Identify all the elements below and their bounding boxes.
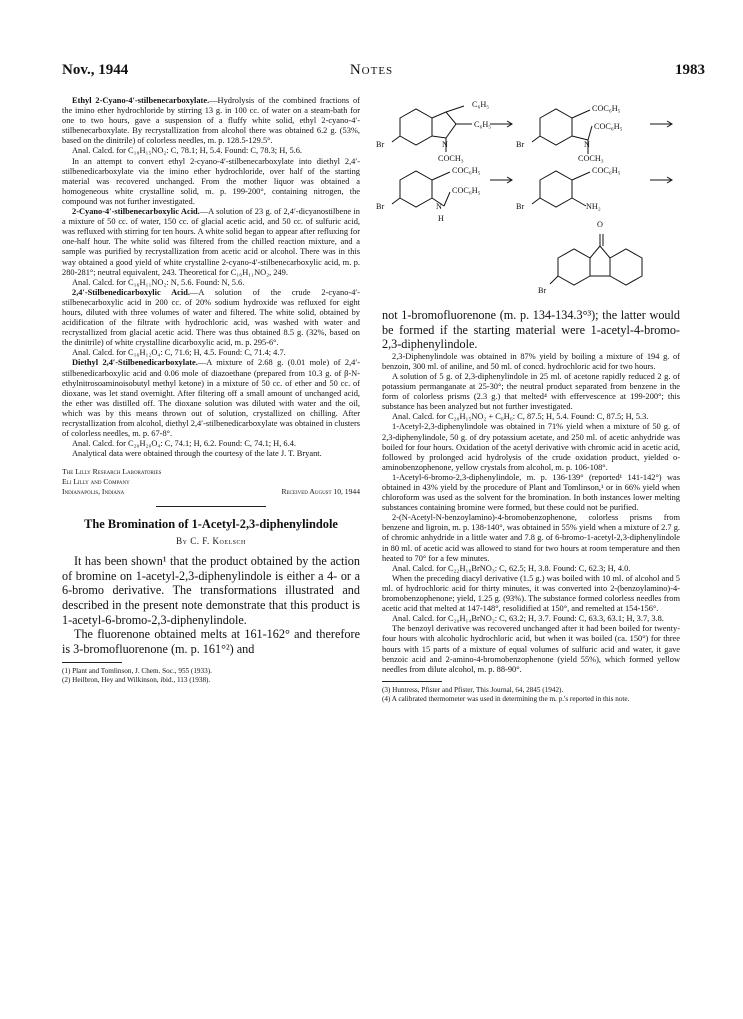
paragraph: 1-Acetyl-2,3-diphenylindole was obtained in 71% yield when a mixture of 50 g. of 2,3-diphenylindole, 50 g. of dry potassium acetate, and 250 ml. of acetic anhydride was boiled for four hours. Oxidation of the acetyl derivative with chromic acid in acetic acid, followed by prolonged acid hydrolysis of the crude oxidation product, yielded o-aminobenzophenone, yellow crystals from alcohol, m. p. 106-108°. [382, 422, 680, 472]
affiliation-city: Indianapolis, Indiana [62, 486, 125, 496]
amino-label: NH₂ [586, 202, 601, 211]
scheme-drawing [372, 96, 692, 308]
left-column [62, 96, 360, 685]
acetyl-label: COCH₃ [578, 154, 604, 163]
section-divider [156, 506, 266, 507]
received-date: Received August 10, 1944 [281, 486, 360, 496]
phenyl-label: C₆H₅ [472, 100, 490, 109]
oxygen-label: O [597, 220, 603, 229]
footnote: (4) A calibrated thermometer was used in determining the m. p.'s reported in this note. [382, 694, 630, 703]
continued-text: not 1-bromofluorenone (m. p. 134-134.3°³); the latter would be formed if the starting material were 1-acetyl-4-bromo-2,3-diphenylindole. [382, 308, 680, 352]
footnote-rule [382, 681, 442, 682]
pyrrole-ring [432, 112, 456, 138]
header-section: Notes [349, 62, 394, 78]
analysis-line: Anal. Calcd. for C₂₀H₁₄BrNO₂: C, 63.2; H, 3.7. Found: C, 63.3, 63.1; H, 3.7, 3.8. [392, 614, 664, 624]
nitrogen-label: N [436, 202, 442, 211]
reaction-scheme [372, 96, 692, 308]
affiliation-company: Eli Lilly and Company [62, 476, 130, 486]
affiliation-lab: The Lilly Research Laboratories [62, 467, 162, 477]
benzoyl-label: COC₆H₅ [592, 104, 621, 113]
benzoyl-label: COC₆H₅ [452, 166, 481, 175]
phenyl-label: C₆H₅ [474, 120, 492, 129]
footnote-rule [62, 662, 122, 663]
bromo-label: Br [516, 140, 525, 149]
bromo-label: Br [538, 286, 547, 295]
paragraph: 2,3-Diphenylindole was obtained in 87% yield by boiling a mixture of 194 g. of benzoin, 300 ml. of aniline, and 50 ml. of concd. hydrochloric acid for two hours. [382, 351, 680, 371]
intro-paragraph: It has been shown¹ that the product obtained by the action of bromine on 1-acetyl-2,3-diphenylindole is either a 4- or a 6-bromo derivative. The transformations illustrated and described in the present note demonstrate that this product is 1-acetyl-6-bromo-2,3-diphenylindole. [62, 554, 360, 627]
article-title: The Bromination of 1-Acetyl-2,3-diphenylindole [84, 517, 338, 532]
paragraph: A solution of 5 g. of 2,3-diphenylindole in 25 ml. of acetone rapidly reduced 2 g. of potassium permanganate at 25-30°; the neutral product separated from benzene in the form of colorless prisms (2.3 g.) that melted⁴ with effervescence at 199-200°; this substance has been analyzed but not further investigated. [382, 371, 680, 412]
bromo-label: Br [376, 140, 385, 149]
analysis-line: Anal. Calcd. for C₂₀H₂₀O₄: C, 74.1; H, 6.2. Found: C, 74.1; H, 6.4. [72, 439, 296, 449]
acknowledgement: Analytical data were obtained through the courtesy of the late J. T. Bryant. [72, 449, 322, 459]
header-date: Nov., 1944 [62, 62, 129, 78]
right-column [376, 96, 680, 704]
analysis-line: Anal. Calcd. for C₁₆H₁₁NO₂: N, 5.6. Found: N, 5.6. [72, 277, 245, 287]
footnote: (3) Huntress, Pfister and Pfister, This Journal, 64, 2845 (1942). [382, 685, 564, 694]
paragraph: 2-Cyano-4′-stilbenecarboxylic Acid.—A solution of 23 g. of 2,4′-dicyanostilbene in a mixture of 50 cc. of water, 150 cc. of glacial acetic acid, and 50 cc. of sulfuric acid, was refluxed with stirring for ten hours. A white solid began to appear after refluxing for one-half hour. The white solid was filtered from the chilled reaction mixture, and a sample was purified by recrystallization from acetic acid or alcohol. There was in this way obtained a good yield of white crystalline 2-cyano-4′-stilbenecarboxylic acid, m. p. 280-281°; neutral equivalent, 243. Theoretical for C₁₆H₁₁NO₂, 249. [62, 207, 360, 277]
intro-paragraph: The fluorenone obtained melts at 161-162° and therefore is 3-bromofluorenone (m. p. 161°²) and [62, 627, 360, 656]
affiliation [62, 467, 360, 496]
paragraph: In an attempt to convert ethyl 2-cyano-4′-stilbenecarboxylate into diethyl 2,4′-stilbenedicarboxylate via the imino ether hydrochloride, over half of the starting material was recovered unchanged. From the mother liquor was obtained a homogeneous white crystalline solid, m. p. 199-200°, containing nitrogen, the compound was not further investigated. [62, 156, 360, 206]
analysis-line: Anal. Calcd. for C₁₆H₁₂O₄: C, 71.6; H, 4.5. Found: C, 71.4; 4.7. [72, 348, 286, 358]
analysis-line: Anal. Calcd. for C₂₂H₁₆BrNO₃: C, 62.5; H, 3.8. Found: C, 62.3; H, 4.0. [392, 563, 631, 573]
acetyl-label: COCH₃ [438, 154, 464, 163]
footnote: (1) Plant and Tomlinson, J. Chem. Soc., 955 (1933). [62, 667, 212, 676]
paragraph: 1-Acetyl-6-bromo-2,3-diphenylindole, m. p. 136-139° (reported¹ 141-142°) was obtained in 43% yield by the procedure of Plant and Tomlinson,¹ or in 66% yield when chloroform was used as the solvent for the bromination. In both instances lower melting substances containing bromine were formed, but these could not be purified. [382, 472, 680, 513]
nitrogen-label: N [442, 140, 448, 149]
bromo-label: Br [516, 202, 525, 211]
paragraph: 2-(N-Acetyl-N-benzoylamino)-4-bromobenzophenone, colorless prisms from benzene and ligroin, m. p. 138-140°, was obtained in 55% yield when a mixture of 2.7 g. of chromic anhydride in a little water and 7.8 g. of 6-bromo-1-acetyl-2,3-diphenylindole in 80 ml. of acetic acid was allowed to stand for two hours at room temperature and then heated to 70° for a few minutes. [382, 513, 680, 563]
benzoyl-label: COC₆H₅ [592, 166, 621, 175]
hydrogen-label: H [438, 214, 444, 223]
footnote: (2) Heilbron, Hey and Wilkinson, ibid., 113 (1938). [62, 676, 211, 685]
bromo-label: Br [376, 202, 385, 211]
page-number: 1983 [675, 62, 705, 78]
benzoyl-label: COC₆H₅ [452, 186, 481, 195]
benzoyl-label: COC₆H₅ [594, 122, 623, 131]
paragraph: Ethyl 2-Cyano-4′-stilbenecarboxylate.—Hydrolysis of the combined fractions of the imino ether hydrochloride by stirring 13 g. in 100 cc. of water on a steam-bath for one to two hours, gave a suspension of a fluffy white solid, ethyl 2-cyano-4′-stilbenecarboxylate. By recrystallization from alcohol there was obtained 6.2 g. (53%, based on the dinitrile) of colorless needles, m. p. 128.5-129.5°. [62, 96, 360, 146]
paragraph: When the preceding diacyl derivative (1.5 g.) was boiled with 10 ml. of alcohol and 5 ml. of hydrochloric acid for thirty minutes, it was converted into 2-(benzoylamino)-4-bromobenzophenone; yield, 1.25 g. (93%). The substance formed colorless needles from acetic acid that melted at 147-148°, resolidified at 150°, and remelted at 154-156°. [382, 573, 680, 614]
author-byline: By C. F. Koelsch [176, 536, 246, 547]
benzene-ring [400, 109, 432, 145]
analysis-line: Anal. Calcd. for C₁₈H₁₅NO₂: C, 78.1; H, 5.4. Found: C, 78.3; H, 5.6. [72, 146, 303, 156]
analysis-line: Anal. Calcd. for C₂₀H₁₅NO₂ + C₆H₆: C, 87.5; H, 5.4. Found: C, 87.5; H, 5.3. [392, 412, 649, 422]
nitrogen-label: N [584, 140, 590, 149]
paragraph: The benzoyl derivative was recovered unchanged after it had been boiled for twenty-four hours with alcoholic hydrochloric acid, but when it was boiled (ca. 150°) for three hours with 15 parts of a mixture of equal volumes of sulfuric acid and water, it gave benzoic acid and 2-amino-4-bromobenzophenone (yield 55%), which formed yellow needles from dilute alcohol, m. p. 88-90°. [382, 624, 680, 674]
paragraph: 2,4′-Stilbenedicarboxylic Acid.—A solution of the crude 2-cyano-4′-stilbenecarboxylic acid in 200 cc. of 20% sodium hydroxide was refluxed for eight hours, diluted with three volumes of water and filtered. The white solid, obtained by acidification of the filtrate with hydrochloric acid, was washed with water and recrystallized from glacial acetic acid. There was thus obtained 8.5 g. (32%, based on the dinitrile) of white crystalline dicarboxylic acid, m. p. 295-6°. [62, 287, 360, 348]
paragraph: Diethyl 2,4′-Stilbenedicarboxylate.—A mixture of 2.68 g. (0.01 mole) of 2,4′-stilbenedicarboxylic acid and 0.06 mole of diazoethane (prepared from 10.3 g. of β-N-ethylnitrosoaminoisobutyl methyl ketone) in a mixture of 50 cc. of ether and 50 cc. of dioxane, was let stand overnight. After filtering off a small amount of unchanged acid, the ether was distilled off. The dioxane solution was diluted with water and the oil, which was by this means thrown out of solution, crystallized on chilling. After recrystallization from alcohol, diethyl 2,4′-stilbenedicarboxylate was obtained in clusters of colorless needles, m. p. 67-8°. [62, 358, 360, 439]
